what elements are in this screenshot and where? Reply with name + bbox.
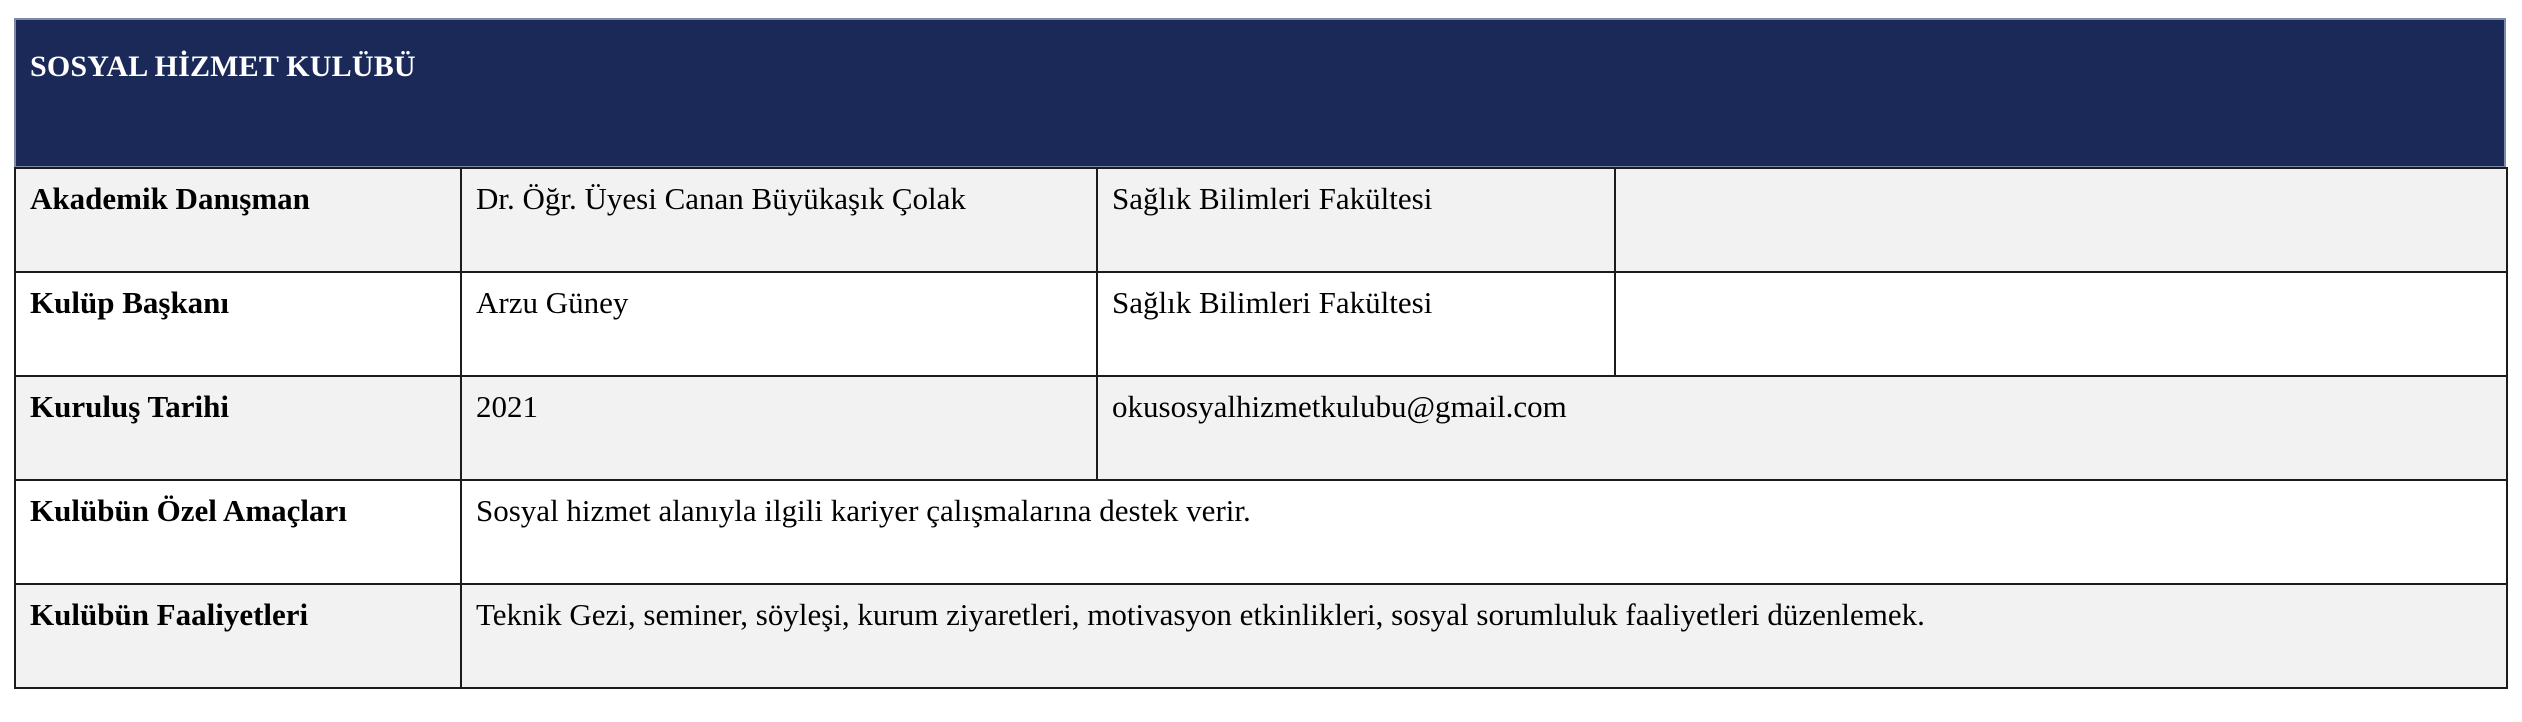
founding-year: 2021 (461, 376, 1097, 480)
table-row-goals (15, 480, 2507, 584)
advisor-name: Dr. Öğr. Üyesi Canan Büyükaşık Çolak (461, 168, 1097, 272)
table-row-founding (15, 376, 2507, 480)
president-label: Kulüp Başkanı (15, 272, 461, 376)
advisor-extra (1615, 168, 2507, 272)
president-name: Arzu Güney (461, 272, 1097, 376)
advisor-label: Akademik Danışman (15, 168, 461, 272)
president-faculty: Sağlık Bilimleri Fakültesi (1097, 272, 1615, 376)
activities-label: Kulübün Faaliyetleri (15, 584, 461, 688)
advisor-faculty: Sağlık Bilimleri Fakültesi (1097, 168, 1615, 272)
table-row-advisor (15, 168, 2507, 272)
activities-text: Teknik Gezi, seminer, söyleşi, kurum ziyaretleri, motivasyon etkinlikleri, sosyal sorumluluk faaliyetleri düzenlemek. (461, 584, 2507, 688)
club-title: SOSYAL HİZMET KULÜBÜ (30, 50, 416, 83)
club-document (14, 18, 2506, 689)
table-row-activities (15, 584, 2507, 688)
club-header (14, 18, 2506, 168)
founding-label: Kuruluş Tarihi (15, 376, 461, 480)
goals-text: Sosyal hizmet alanıyla ilgili kariyer çalışmalarına destek verir. (461, 480, 2507, 584)
table-row-president (15, 272, 2507, 376)
goals-label: Kulübün Özel Amaçları (15, 480, 461, 584)
club-email: okusosyalhizmetkulubu@gmail.com (1097, 376, 2507, 480)
club-info-table (14, 167, 2508, 689)
president-extra (1615, 272, 2507, 376)
